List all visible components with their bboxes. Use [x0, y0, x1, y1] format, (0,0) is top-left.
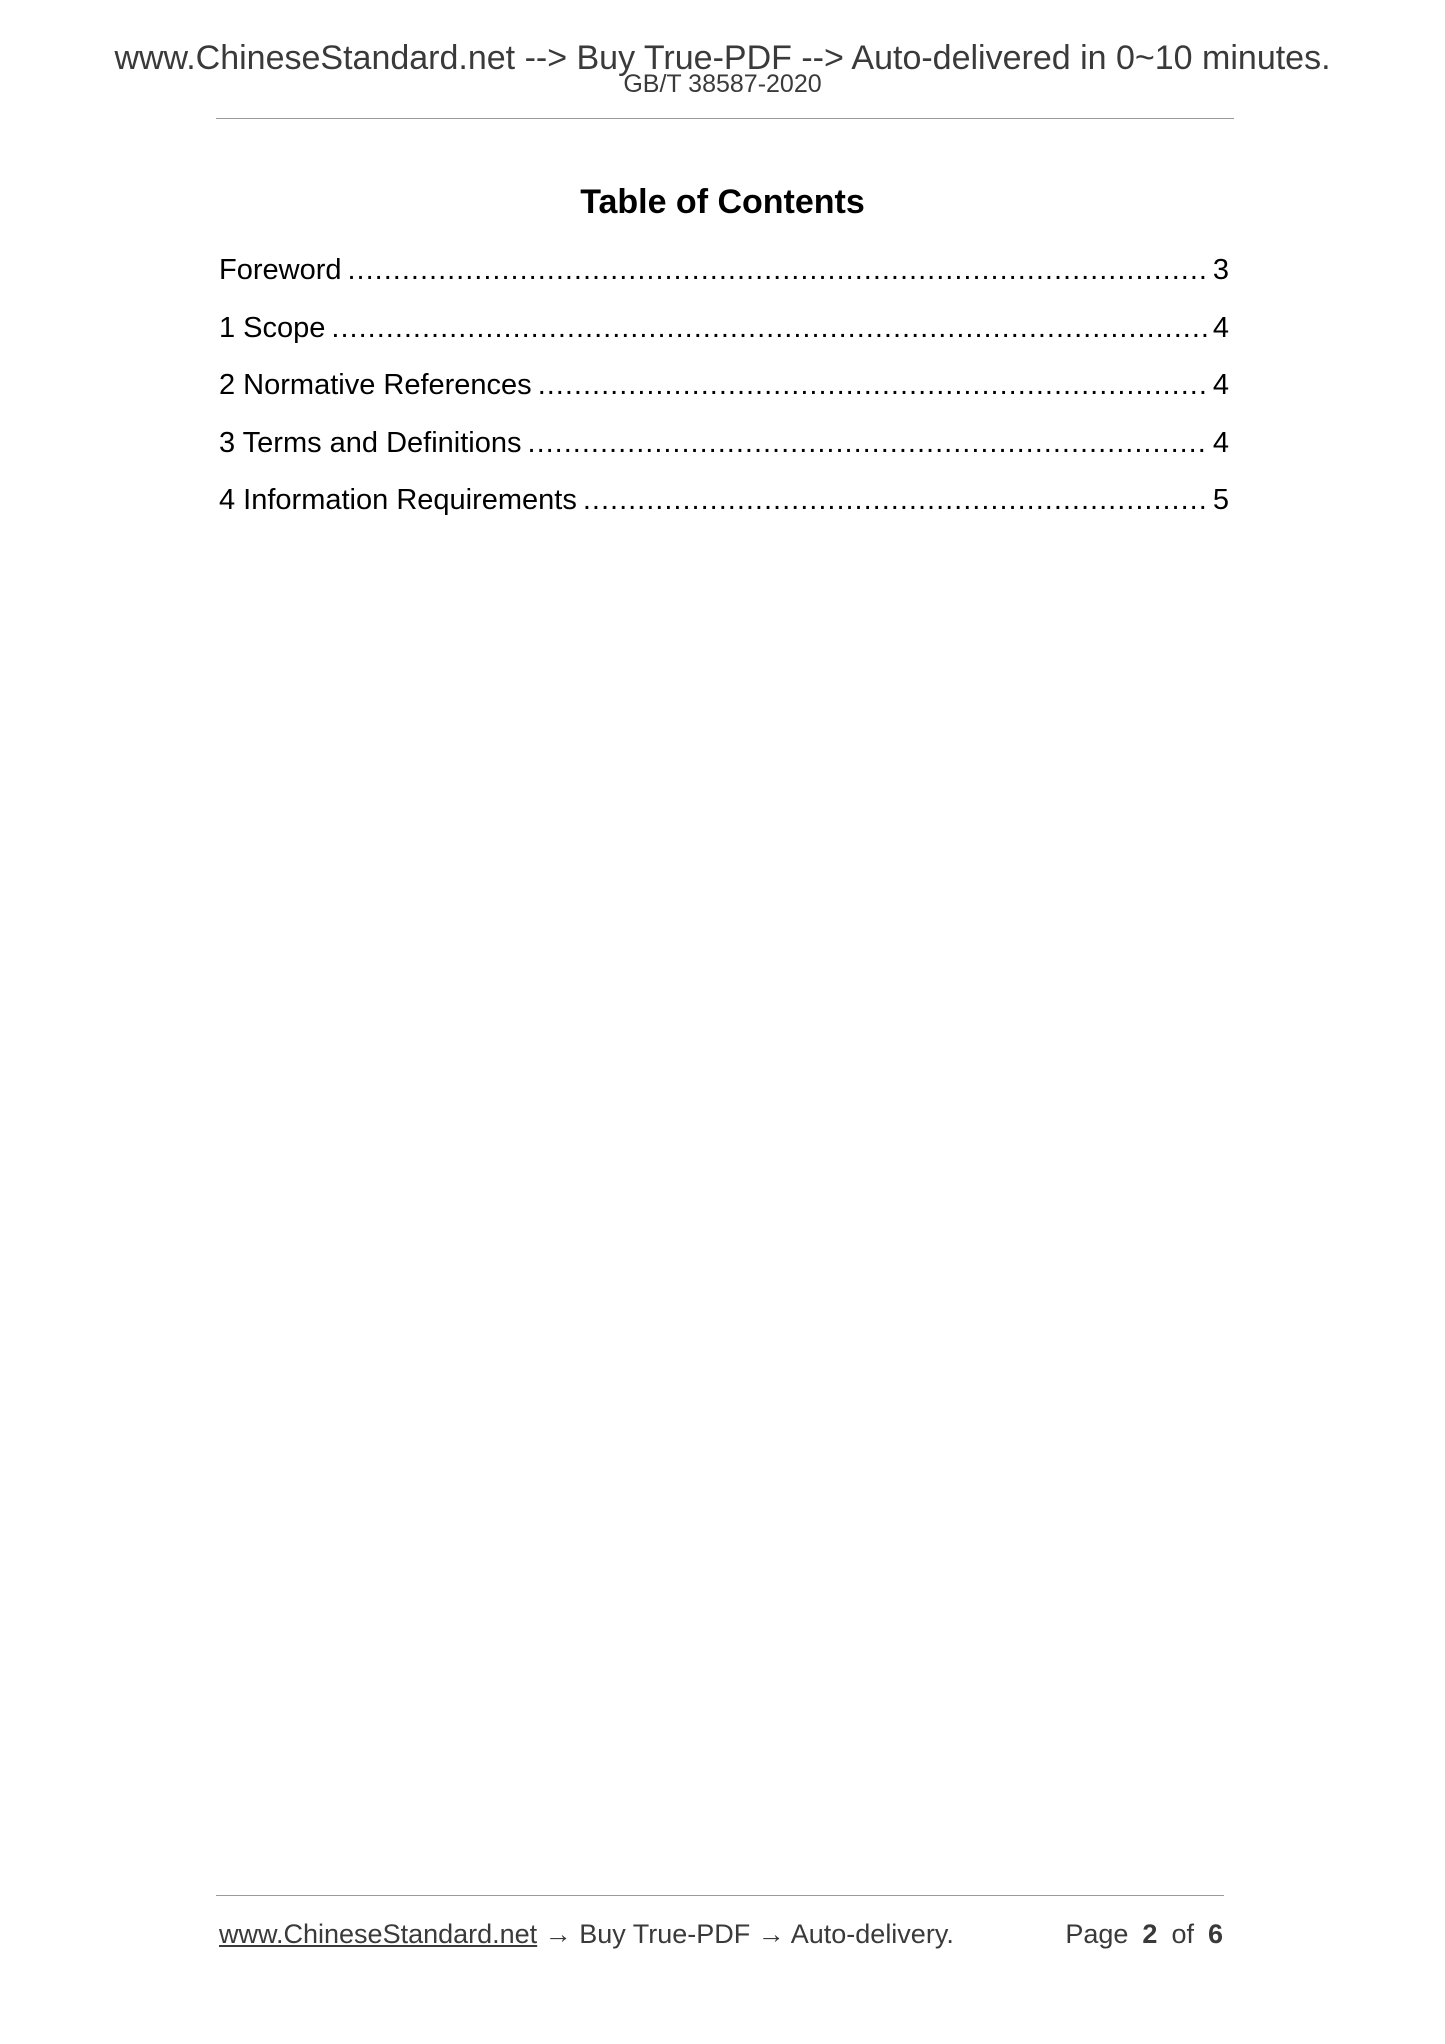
site-banner: www.ChineseStandard.net --> Buy True-PDF --> Auto-delivered in 0~10 minutes. [114, 39, 1331, 77]
footer-divider [216, 1895, 1224, 1896]
document-code: GB/T 38587-2020 [623, 70, 822, 98]
toc-entry-page: 4 [1212, 369, 1229, 401]
toc-title: Table of Contents [580, 183, 865, 221]
toc-entry-information-requirements[interactable] [219, 480, 1229, 538]
of-label: of [1171, 1919, 1194, 1949]
toc-entry-label: 4 Information Requirements [219, 484, 577, 516]
toc-entry-label: 2 Normative References [219, 369, 532, 401]
page-footer [219, 1914, 1223, 1954]
toc-entry-page: 4 [1212, 426, 1229, 459]
toc-entry-page: 4 [1212, 311, 1229, 344]
toc-entry-label: 3 Terms and Definitions [219, 426, 522, 459]
toc-leader-dots [528, 423, 1209, 463]
toc-entry-label: 1 Scope [219, 311, 326, 344]
page-label: Page [1065, 1919, 1129, 1949]
toc-entry-page: 5 [1212, 484, 1229, 516]
toc-entry-page: 3 [1212, 254, 1229, 286]
toc-entry-scope[interactable] [219, 308, 1229, 366]
toc-entry-foreword[interactable] [219, 250, 1229, 308]
footer-promo [219, 1914, 954, 1954]
toc-leader-dots [538, 365, 1209, 405]
toc-leader-dots [331, 308, 1208, 348]
table-of-contents [219, 250, 1229, 538]
toc-entry-normative-references[interactable] [219, 365, 1229, 423]
header-divider [216, 118, 1234, 119]
total-pages-number: 6 [1207, 1919, 1223, 1949]
footer-site-link[interactable]: www.ChineseStandard.net [219, 1919, 538, 1949]
toc-entry-terms-and-definitions[interactable] [219, 423, 1229, 481]
toc-entry-label: Foreword [219, 254, 342, 286]
page-indicator [1065, 1914, 1223, 1954]
current-page-number: 2 [1142, 1919, 1158, 1949]
toc-leader-dots [583, 480, 1209, 520]
toc-leader-dots [348, 250, 1209, 290]
footer-tagline: → Buy True-PDF → Auto-delivery. [537, 1919, 954, 1949]
